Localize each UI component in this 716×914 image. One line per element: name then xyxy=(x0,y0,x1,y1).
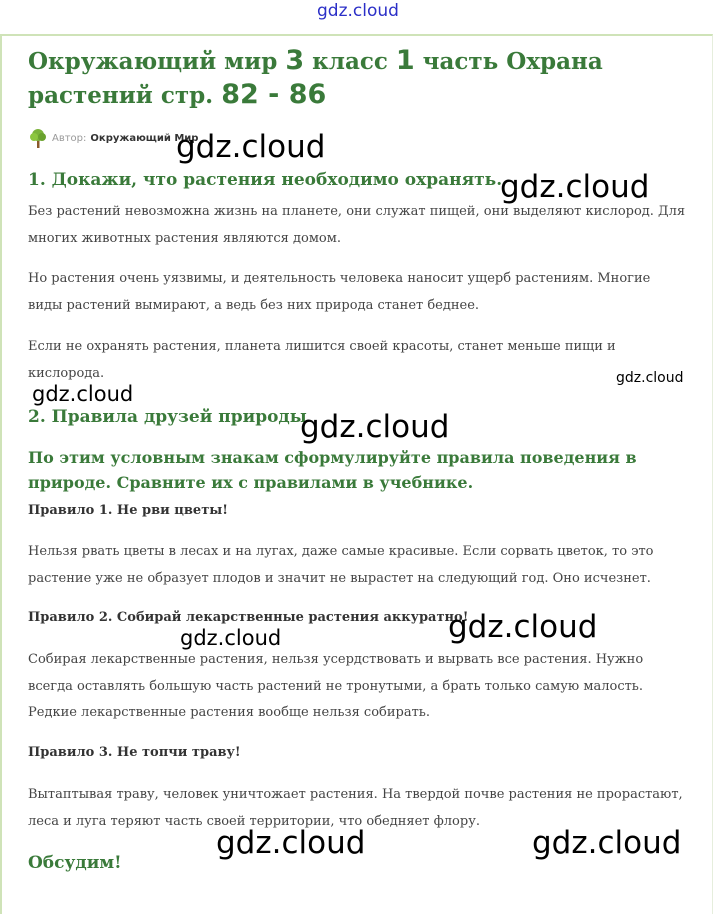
watermark: gdz.cloud xyxy=(448,609,598,645)
section1-paragraph: Если не охранять растения, планета лишится своей красоты, станет меньше пищи и кислорода. xyxy=(28,339,616,381)
watermark: gdz.cloud xyxy=(180,626,282,650)
title-part3: часть Охрана растений стр. xyxy=(28,48,603,109)
rule-title: Правило 1. Не рви цветы! xyxy=(28,503,228,518)
section2-subheading: По этим условным знакам сформулируйте правила поведения в природе. Сравните их с правилами в учебнике. xyxy=(28,448,637,492)
watermark: gdz.cloud xyxy=(532,825,682,861)
rule-text: Вытаптывая траву, человек уничтожает растения. На твердой почве растения не прорастают, леса и луга теряют часть своей территории, что обедняет флору. xyxy=(28,787,683,829)
page-title xyxy=(28,44,688,112)
watermark: gdz.cloud xyxy=(216,825,366,861)
title-grade-number: 3 xyxy=(285,45,305,76)
section1-paragraph: Без растений невозможна жизнь на планете, они служат пищей, они выделяют кислород. Для многих животных растения являются домом. xyxy=(28,204,686,246)
section1-paragraph: Но растения очень уязвимы, и деятельность человека наносит ущерб растениям. Многие виды растений вымирают, а ведь без них природа станет беднее. xyxy=(28,271,651,313)
section2-heading: 2. Правила друзей природы xyxy=(28,407,307,427)
watermark: gdz.cloud xyxy=(32,382,134,406)
section1-heading: 1. Докажи, что растения необходимо охранять. xyxy=(28,170,503,190)
rule-text: Нельзя рвать цветы в лесах и на лугах, даже самые красивые. Если сорвать цветок, то это растение уже не образует плодов и значит не вырастет на следующий год. Оно исчезнет. xyxy=(28,544,654,586)
watermark: gdz.cloud xyxy=(176,129,326,165)
tree-icon xyxy=(28,127,48,149)
title-part-number: 1 xyxy=(395,45,415,76)
title-part2: класс xyxy=(304,48,396,75)
top-watermark: gdz.cloud xyxy=(317,1,399,21)
rule-title: Правило 2. Собирай лекарственные растения аккуратно! xyxy=(28,610,469,625)
rule-title: Правило 3. Не топчи траву! xyxy=(28,745,241,760)
title-part1: Окружающий мир xyxy=(28,48,286,75)
author-line xyxy=(28,127,198,149)
watermark: gdz.cloud xyxy=(616,370,684,386)
author-label: Автор: xyxy=(52,132,87,144)
watermark: gdz.cloud xyxy=(300,409,450,445)
title-pages: 82 - 86 xyxy=(221,79,327,110)
section3-heading: Обсудим! xyxy=(28,853,122,873)
author-name[interactable]: Окружающий Мир xyxy=(90,132,199,144)
watermark: gdz.cloud xyxy=(500,169,650,205)
rule-text: Собирая лекарственные растения, нельзя усердствовать и вырвать все растения. Нужно всегда оставлять большую часть растений не тронутыми, а брать только самую малость. Редкие лекарственные растения вообще нельзя собирать. xyxy=(28,652,644,720)
